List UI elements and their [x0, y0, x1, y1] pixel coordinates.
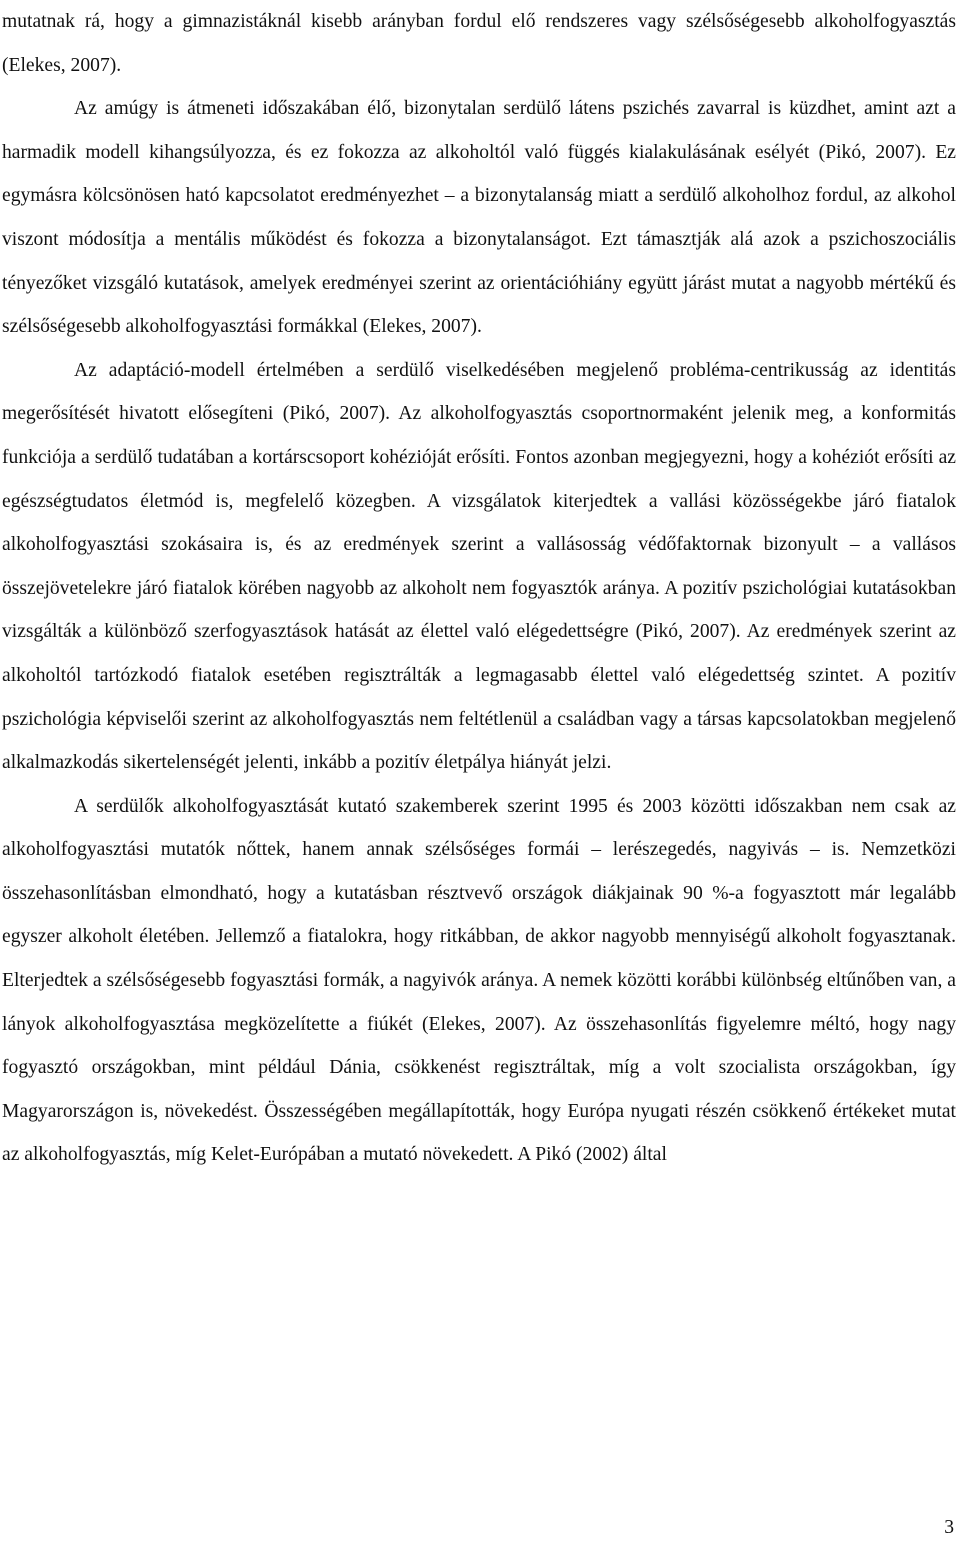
paragraph-1: mutatnak rá, hogy a gimnazistáknál kisebb arányban fordul elő rendszeres vagy szélsőségesebb alkoholfogyasztás (Elekes, 2007).: [2, 11, 956, 76]
document-body: [2, 0, 956, 1177]
page-number: 3: [944, 1517, 954, 1538]
paragraph-2: Az amúgy is átmeneti időszakában élő, bizonytalan serdülő látens pszichés zavarral is küzdhet, amint azt a harmadik modell kihangsúlyozza, és ez fokozza az alkoholtól való függés kialakulásának esélyét (Pikó, 2007). Ez egymásra kölcsönösen ható kapcsolatot eredményezhet – a bizonytalanság miatt a serdülő alkoholhoz fordul, az alkohol viszont módosítja a mentális működést és fokozza a bizonytalanságot. Ezt támasztják alá azok a pszichoszociális tényezőket vizsgáló kutatások, amelyek eredményei szerint az orientációhiány együtt járást mutat a nagyobb mértékű és szélsőségesebb alkoholfogyasztási formákkal (Elekes, 2007).: [2, 98, 956, 338]
paragraph-4: A serdülők alkoholfogyasztását kutató szakemberek szerint 1995 és 2003 közötti időszakban nem csak az alkoholfogyasztási mutatók nőttek, hanem annak szélsőséges formái – lerészegedés, nagyivás – is. Nemzetközi összehasonlításban elmondható, hogy a kutatásban résztvevő országok diákjainak 90 %-a fogyasztott már legalább egyszer alkoholt életében. Jellemző a fiatalokra, hogy ritkábban, de akkor nagyobb mennyiségű alkoholt fogyasztanak. Elterjedtek a szélsőségesebb fogyasztási formák, a nagyivók aránya. A nemek közötti korábbi különbség eltűnőben van, a lányok alkoholfogyasztása megközelítette a fiúkét (Elekes, 2007). Az összehasonlítás figyelemre méltó, hogy nagy fogyasztó országokban, mint például Dánia, csökkenést regisztráltak, míg a volt szocialista országokban, így Magyarországon is, növekedést. Összességében megállapították, hogy Európa nyugati részén csökkenő értékeket mutat az alkoholfogyasztás, míg Kelet-Európában a mutató növekedett. A Pikó (2002) által: [2, 795, 956, 1166]
paragraph-3: Az adaptáció-modell értelmében a serdülő viselkedésében megjelenő probléma-centrikusság az identitás megerősítését hivatott elősegíteni (Pikó, 2007). Az alkoholfogyasztás csoportnormaként jelenik meg, a konformitás funkciója a serdülő tudatában a kortárscsoport kohézióját erősíti. Fontos azonban megjegyezni, hogy a kohéziót erősíti az egészségtudatos életmód is, megfelelő közegben. A vizsgálatok kiterjedtek a vallási közösségekbe járó fiatalok alkoholfogyasztási szokásaira is, és az eredmények szerint a vallásosság védőfaktornak bizonyult – a vallásos összejövetelekre járó fiatalok körében nagyobb az alkoholt nem fogyasztók aránya. A pozitív pszichológiai kutatásokban vizsgálták a különböző szerfogyasztások hatását az élettel való elégedettségre (Pikó, 2007). Az eredmények szerint az alkoholtól tartózkodó fiatalok esetében regisztrálták a legmagasabb élettel való elégedettség szintet. A pozitív pszichológia képviselői szerint az alkoholfogyasztás nem feltétlenül a családban vagy a társas kapcsolatokban megjelenő alkalmazkodás sikertelenségét jelenti, inkább a pozitív életpálya hiányát jelzi.: [2, 359, 956, 774]
